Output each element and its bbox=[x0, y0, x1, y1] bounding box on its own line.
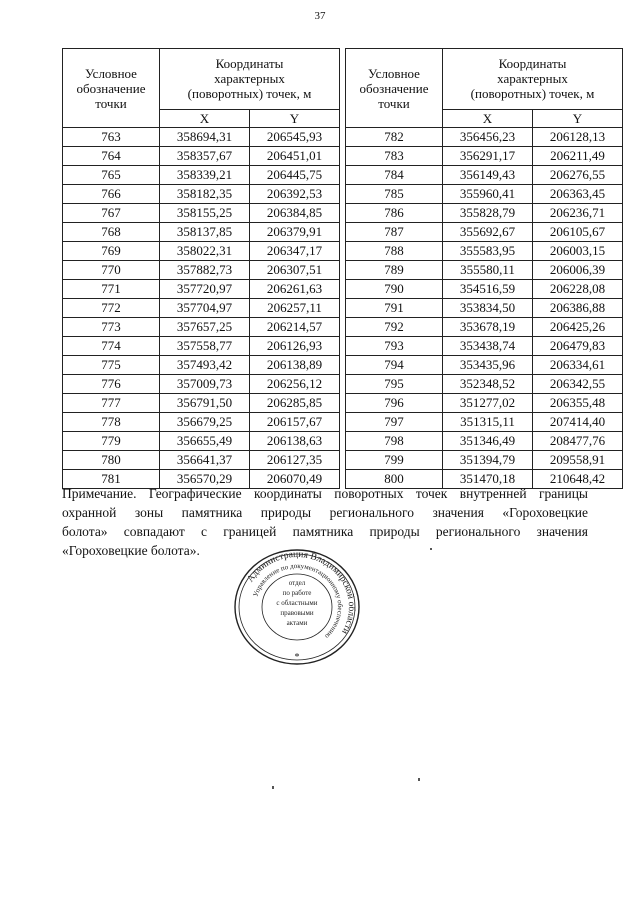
x-coordinate: 357558,77 bbox=[160, 337, 250, 356]
y-coordinate: 206211,49 bbox=[533, 147, 623, 166]
point-number: 791 bbox=[346, 299, 443, 318]
point-number: 787 bbox=[346, 223, 443, 242]
x-coordinate: 351394,79 bbox=[443, 451, 533, 470]
y-coordinate: 206384,85 bbox=[250, 204, 340, 223]
note-line: «Гороховецкие болота». bbox=[62, 543, 200, 558]
x-coordinate: 357009,73 bbox=[160, 375, 250, 394]
x-coordinate: 356655,49 bbox=[160, 432, 250, 451]
y-coordinate: 206214,57 bbox=[250, 318, 340, 337]
x-coordinate: 358339,21 bbox=[160, 166, 250, 185]
coordinates-table-right bbox=[345, 48, 623, 489]
point-number: 784 bbox=[346, 166, 443, 185]
x-coordinate: 355692,67 bbox=[443, 223, 533, 242]
point-number: 782 bbox=[346, 128, 443, 147]
official-stamp-icon bbox=[232, 548, 362, 666]
table-row bbox=[63, 337, 340, 356]
x-coordinate: 356791,50 bbox=[160, 394, 250, 413]
coordinates-table-left bbox=[62, 48, 340, 489]
header-coordinates-label: Координаты характерных (поворотных) точек, м bbox=[443, 49, 623, 110]
header-x: X bbox=[160, 109, 250, 127]
header-y: Y bbox=[533, 109, 623, 127]
point-number: 788 bbox=[346, 242, 443, 261]
stamp-star-icon: * bbox=[294, 652, 300, 663]
point-number: 795 bbox=[346, 375, 443, 394]
page-number: 37 bbox=[314, 10, 326, 22]
table-row bbox=[346, 204, 623, 223]
table-row bbox=[63, 223, 340, 242]
header-x: X bbox=[443, 109, 533, 127]
table-row bbox=[63, 451, 340, 470]
header-point-label: Условное обозначение точки bbox=[346, 49, 443, 128]
scan-speck bbox=[430, 548, 432, 550]
y-coordinate: 206105,67 bbox=[533, 223, 623, 242]
table-row bbox=[63, 299, 340, 318]
x-coordinate: 357493,42 bbox=[160, 356, 250, 375]
y-coordinate: 206285,85 bbox=[250, 394, 340, 413]
x-coordinate: 353435,96 bbox=[443, 356, 533, 375]
x-coordinate: 355828,79 bbox=[443, 204, 533, 223]
x-coordinate: 358694,31 bbox=[160, 128, 250, 147]
point-number: 769 bbox=[63, 242, 160, 261]
x-coordinate: 355583,95 bbox=[443, 242, 533, 261]
point-number: 781 bbox=[63, 470, 160, 489]
y-coordinate: 209558,91 bbox=[533, 451, 623, 470]
y-coordinate: 206392,53 bbox=[250, 185, 340, 204]
y-coordinate: 206363,45 bbox=[533, 185, 623, 204]
x-coordinate: 351346,49 bbox=[443, 432, 533, 451]
point-number: 777 bbox=[63, 394, 160, 413]
x-coordinate: 358357,67 bbox=[160, 147, 250, 166]
note-line: болота» совпадают с границей памятника природы регионального значения bbox=[62, 524, 588, 539]
x-coordinate: 356570,29 bbox=[160, 470, 250, 489]
point-number: 773 bbox=[63, 318, 160, 337]
table-row bbox=[63, 432, 340, 451]
x-coordinate: 355580,11 bbox=[443, 261, 533, 280]
table-row bbox=[346, 223, 623, 242]
stamp-outer-text: Администрация Владимирской области bbox=[245, 549, 357, 636]
x-coordinate: 358182,35 bbox=[160, 185, 250, 204]
table-row bbox=[346, 147, 623, 166]
point-number: 793 bbox=[346, 337, 443, 356]
table-row bbox=[346, 128, 623, 147]
x-coordinate: 357704,97 bbox=[160, 299, 250, 318]
point-number: 790 bbox=[346, 280, 443, 299]
table-row bbox=[346, 261, 623, 280]
stamp-center-line: отдел bbox=[288, 579, 306, 587]
y-coordinate: 206236,71 bbox=[533, 204, 623, 223]
table-row bbox=[63, 375, 340, 394]
scan-speck bbox=[272, 786, 274, 789]
y-coordinate: 206257,11 bbox=[250, 299, 340, 318]
y-coordinate: 206379,91 bbox=[250, 223, 340, 242]
y-coordinate: 206451,01 bbox=[250, 147, 340, 166]
table-row bbox=[346, 394, 623, 413]
table-row bbox=[63, 280, 340, 299]
point-number: 772 bbox=[63, 299, 160, 318]
x-coordinate: 358137,85 bbox=[160, 223, 250, 242]
y-coordinate: 206003,15 bbox=[533, 242, 623, 261]
table-row bbox=[63, 185, 340, 204]
y-coordinate: 206228,08 bbox=[533, 280, 623, 299]
x-coordinate: 358155,25 bbox=[160, 204, 250, 223]
y-coordinate: 210648,42 bbox=[533, 470, 623, 489]
point-number: 783 bbox=[346, 147, 443, 166]
point-number: 798 bbox=[346, 432, 443, 451]
x-coordinate: 356679,25 bbox=[160, 413, 250, 432]
point-number: 797 bbox=[346, 413, 443, 432]
x-coordinate: 352348,52 bbox=[443, 375, 533, 394]
y-coordinate: 206386,88 bbox=[533, 299, 623, 318]
y-coordinate: 206545,93 bbox=[250, 128, 340, 147]
x-coordinate: 356149,43 bbox=[443, 166, 533, 185]
point-number: 764 bbox=[63, 147, 160, 166]
table-row bbox=[63, 413, 340, 432]
y-coordinate: 206334,61 bbox=[533, 356, 623, 375]
table-row bbox=[63, 147, 340, 166]
note-line: Примечание. Географические координаты поворотных точек внутренней границы bbox=[62, 486, 588, 501]
point-number: 770 bbox=[63, 261, 160, 280]
point-number: 786 bbox=[346, 204, 443, 223]
table-row bbox=[63, 318, 340, 337]
table-row bbox=[63, 261, 340, 280]
table-row bbox=[346, 413, 623, 432]
table-row bbox=[346, 299, 623, 318]
y-coordinate: 206006,39 bbox=[533, 261, 623, 280]
x-coordinate: 353834,50 bbox=[443, 299, 533, 318]
header-point-label: Условное обозначение точки bbox=[63, 49, 160, 128]
table-row bbox=[63, 204, 340, 223]
y-coordinate: 206425,26 bbox=[533, 318, 623, 337]
y-coordinate: 208477,76 bbox=[533, 432, 623, 451]
table-row bbox=[63, 128, 340, 147]
header-y: Y bbox=[250, 109, 340, 127]
y-coordinate: 207414,40 bbox=[533, 413, 623, 432]
y-coordinate: 206256,12 bbox=[250, 375, 340, 394]
point-number: 776 bbox=[63, 375, 160, 394]
point-number: 778 bbox=[63, 413, 160, 432]
point-number: 763 bbox=[63, 128, 160, 147]
y-coordinate: 206307,51 bbox=[250, 261, 340, 280]
y-coordinate: 206445,75 bbox=[250, 166, 340, 185]
x-coordinate: 356291,17 bbox=[443, 147, 533, 166]
y-coordinate: 206157,67 bbox=[250, 413, 340, 432]
stamp-center-line: актами bbox=[286, 619, 308, 627]
x-coordinate: 357657,25 bbox=[160, 318, 250, 337]
point-number: 796 bbox=[346, 394, 443, 413]
table-row bbox=[63, 394, 340, 413]
table-row bbox=[346, 166, 623, 185]
y-coordinate: 206479,83 bbox=[533, 337, 623, 356]
note-line: охранной зоны памятника природы регионального значения «Гороховецкие bbox=[62, 505, 588, 520]
table-row bbox=[63, 166, 340, 185]
y-coordinate: 206342,55 bbox=[533, 375, 623, 394]
x-coordinate: 355960,41 bbox=[443, 185, 533, 204]
y-coordinate: 206138,89 bbox=[250, 356, 340, 375]
stamp-center-line: правовыми bbox=[280, 609, 314, 617]
x-coordinate: 351470,18 bbox=[443, 470, 533, 489]
table-row bbox=[63, 242, 340, 261]
y-coordinate: 206127,35 bbox=[250, 451, 340, 470]
y-coordinate: 206261,63 bbox=[250, 280, 340, 299]
scan-speck bbox=[418, 778, 420, 781]
point-number: 766 bbox=[63, 185, 160, 204]
y-coordinate: 206347,17 bbox=[250, 242, 340, 261]
y-coordinate: 206070,49 bbox=[250, 470, 340, 489]
table-row bbox=[346, 451, 623, 470]
y-coordinate: 206126,93 bbox=[250, 337, 340, 356]
point-number: 799 bbox=[346, 451, 443, 470]
stamp-center-line: по работе bbox=[282, 589, 312, 597]
point-number: 779 bbox=[63, 432, 160, 451]
y-coordinate: 206355,48 bbox=[533, 394, 623, 413]
table-row bbox=[346, 242, 623, 261]
point-number: 785 bbox=[346, 185, 443, 204]
x-coordinate: 353678,19 bbox=[443, 318, 533, 337]
point-number: 765 bbox=[63, 166, 160, 185]
x-coordinate: 358022,31 bbox=[160, 242, 250, 261]
table-row bbox=[346, 432, 623, 451]
stamp-inner-text: Управление по документационному обеспечению bbox=[251, 561, 345, 641]
y-coordinate: 206128,13 bbox=[533, 128, 623, 147]
point-number: 774 bbox=[63, 337, 160, 356]
table-row bbox=[63, 356, 340, 375]
x-coordinate: 357882,73 bbox=[160, 261, 250, 280]
y-coordinate: 206138,63 bbox=[250, 432, 340, 451]
header-coordinates-label: Координаты характерных (поворотных) точек, м bbox=[160, 49, 340, 110]
table-row bbox=[346, 375, 623, 394]
stamp-center-line: с областными bbox=[276, 599, 318, 607]
x-coordinate: 354516,59 bbox=[443, 280, 533, 299]
x-coordinate: 356641,37 bbox=[160, 451, 250, 470]
point-number: 775 bbox=[63, 356, 160, 375]
table-row bbox=[346, 280, 623, 299]
table-row bbox=[346, 356, 623, 375]
point-number: 800 bbox=[346, 470, 443, 489]
x-coordinate: 351277,02 bbox=[443, 394, 533, 413]
x-coordinate: 357720,97 bbox=[160, 280, 250, 299]
x-coordinate: 356456,23 bbox=[443, 128, 533, 147]
x-coordinate: 353438,74 bbox=[443, 337, 533, 356]
point-number: 792 bbox=[346, 318, 443, 337]
y-coordinate: 206276,55 bbox=[533, 166, 623, 185]
point-number: 794 bbox=[346, 356, 443, 375]
table-row bbox=[346, 185, 623, 204]
point-number: 768 bbox=[63, 223, 160, 242]
point-number: 780 bbox=[63, 451, 160, 470]
point-number: 771 bbox=[63, 280, 160, 299]
x-coordinate: 351315,11 bbox=[443, 413, 533, 432]
point-number: 789 bbox=[346, 261, 443, 280]
table-row bbox=[346, 337, 623, 356]
point-number: 767 bbox=[63, 204, 160, 223]
table-row bbox=[346, 318, 623, 337]
